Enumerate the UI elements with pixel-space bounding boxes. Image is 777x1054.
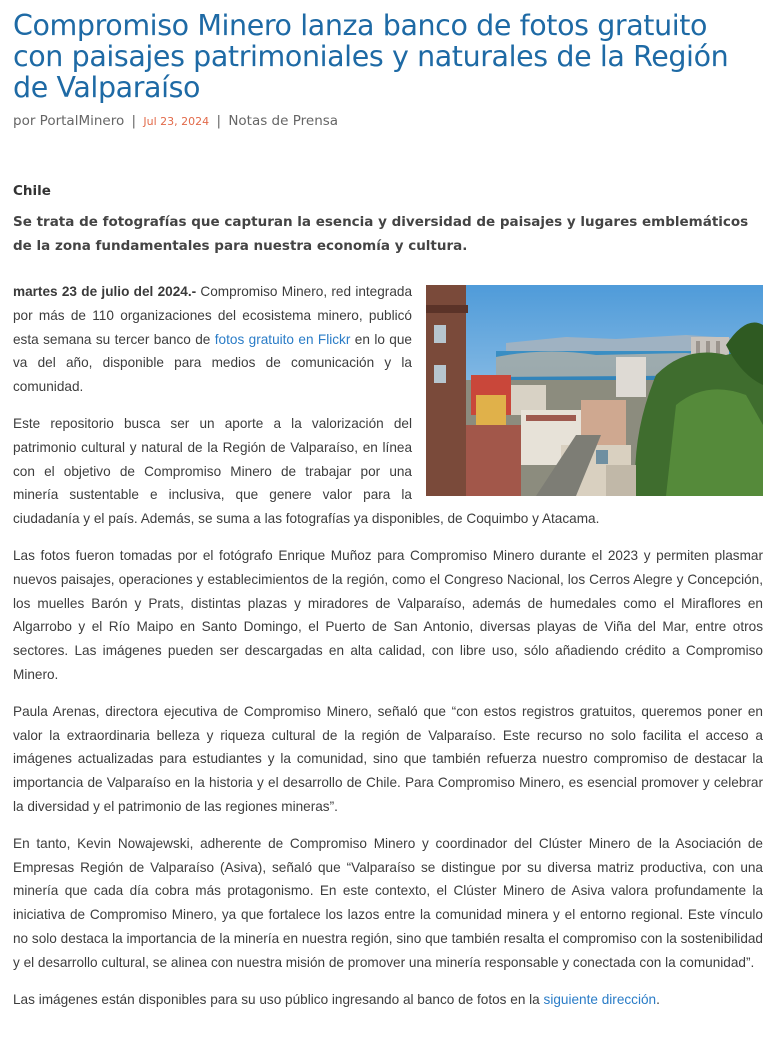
paragraph-1-text-b: en lo que va del año, disponible para medios de comunicación y la comunidad. xyxy=(13,331,412,395)
valparaiso-photo xyxy=(426,285,763,496)
publish-date: Jul 23, 2024 xyxy=(143,115,210,128)
paragraph-6-text-b: . xyxy=(656,991,660,1007)
meta-separator: | xyxy=(131,113,137,129)
paragraph-1-date: martes 23 de julio del 2024.- xyxy=(13,284,197,299)
article-body xyxy=(13,280,763,1011)
paragraph-3: Las fotos fueron tomadas por el fotógrafo Enrique Muñoz para Compromiso Minero durante el 2023 y permiten plasmar nuevos paisajes, operaciones y establecimientos de la región, como el Congreso Nacional, los Cerros Alegre y Concepción, los muelles Barón y Prats, distintas plazas y miradores de Valparaíso, además de humedales como el Miraflores en Algarrobo y el Río Maipo en Santo Domingo, el Puerto de San Antonio, diversas playas de Viña del Mar, entre otros sectores. Las imágenes pueden ser descargadas en alta calidad, con libre uso, sólo añadiendo crédito a Compromiso Minero. xyxy=(13,547,763,682)
article-meta xyxy=(13,113,763,129)
meta-separator: | xyxy=(216,113,222,129)
flickr-link[interactable]: fotos gratuito en Flickr xyxy=(214,331,351,347)
author-link[interactable]: por PortalMinero xyxy=(13,113,125,129)
paragraph-6-text-a: Las imágenes están disponibles para su uso público ingresando al banco de fotos en la xyxy=(13,991,544,1007)
article-lead: Se trata de fotografías que capturan la esencia y diversidad de paisajes y lugares emblemáticos de la zona fundamentales para nuestra economía y cultura. xyxy=(13,214,749,254)
category-link[interactable]: Notas de Prensa xyxy=(228,113,339,129)
paragraph-2: Este repositorio busca ser un aporte a la valorización del patrimonio cultural y natural de la Región de Valparaíso, en línea con el objetivo de Compromiso Minero de trabajar por una minería sustentable e inclusiva, que genere valor para la ciudadanía y el país. Además, se suma a las fotografías ya disponibles, de Coquimbo y Atacama. xyxy=(13,415,600,527)
paragraph-1-text-a: Compromiso Minero, red integrada por más de 110 organizaciones del ecosistema minero, publicó esta semana su tercer banco de xyxy=(13,284,412,347)
article-title: Compromiso Minero lanza banco de fotos gratuito con paisajes patrimoniales y naturales de la Región de Valparaíso xyxy=(13,9,729,104)
paragraph-6 xyxy=(13,988,763,1012)
country-label: Chile xyxy=(13,183,51,199)
paragraph-4: Paula Arenas, directora ejecutiva de Compromiso Minero, señaló que “con estos registros gratuitos, queremos poner en valor la extraordinaria belleza y riqueza cultural de la región de Valparaíso. Este recurso no solo facilita el acceso a imágenes actualizadas para estudiantes y la comunidad, sino que también refuerza nuestro compromiso de destacar la importancia de Valparaíso en la historia y el desarrollo de Chile. Para Compromiso Minero, es esencial promover y celebrar la diversidad y el patrimonio de las regiones mineras”. xyxy=(13,703,763,814)
paragraph-5: En tanto, Kevin Nowajewski, adherente de Compromiso Minero y coordinador del Clúster Minero de la Asociación de Empresas Región de Valparaíso (Asiva), señaló que “Valparaíso se distingue por su diversa matriz productiva, con una minería que cada día cobra más protagonismo. En este contexto, el Clúster Minero de Asiva valora profundamente la iniciativa de Compromiso Minero, ya que fortalece los lazos entre la comunidad minera y el entorno regional. Este vínculo no solo destaca la importancia de la minería en nuestra región, sino que también resalta el compromiso con la sostenibilidad y el desarrollo cultural, se alinea con nuestra misión de promover una minería responsable y conectada con la comunidad”. xyxy=(13,835,763,970)
photo-bank-link[interactable]: siguiente dirección xyxy=(543,991,657,1007)
